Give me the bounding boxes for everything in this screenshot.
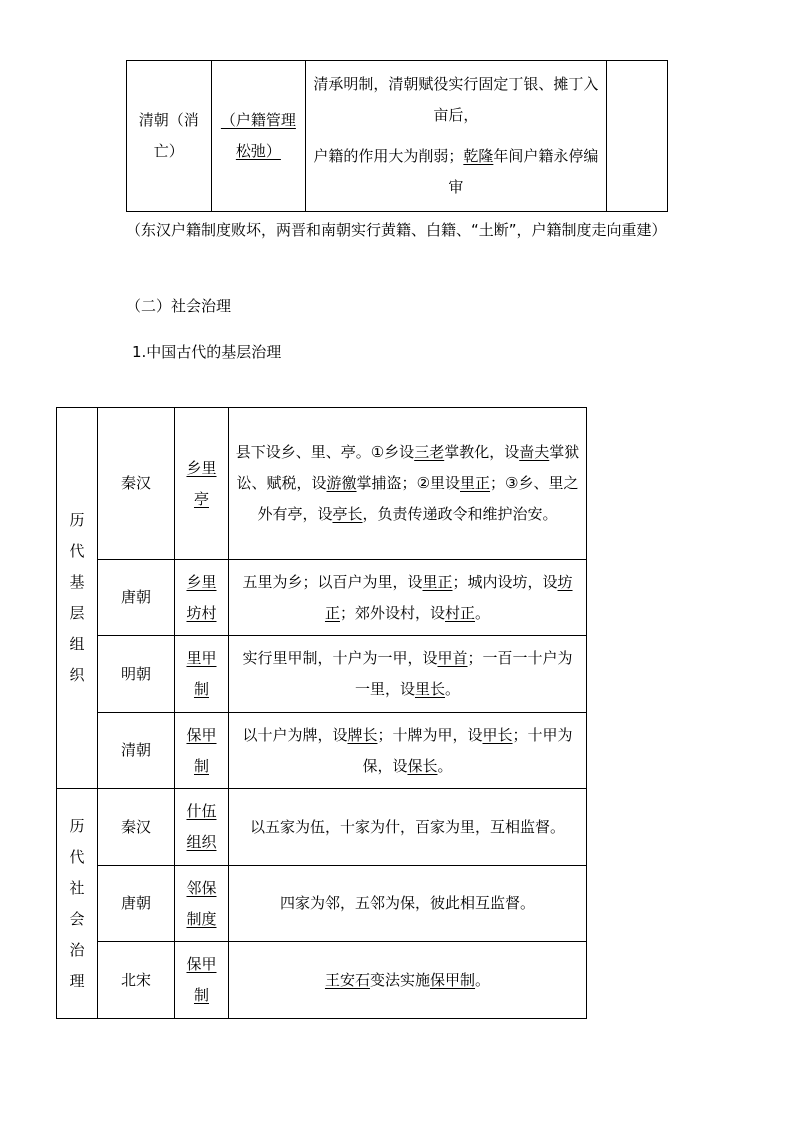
table-row	[57, 789, 587, 866]
dynasty-cell	[127, 61, 212, 212]
description-underlined: 保甲制	[430, 970, 476, 989]
description-segment: ，负责传递政令和维护治安。	[362, 505, 558, 523]
description-cell	[229, 713, 587, 789]
group-label-char: 代	[69, 847, 85, 866]
organization-text: 制度	[186, 909, 217, 928]
organization-text: 组织	[186, 833, 217, 851]
organization-cell	[175, 713, 229, 789]
description-cell	[229, 408, 587, 560]
feature-text: （户籍管理松弛）	[220, 111, 296, 160]
description-segment: ；城内设坊，设	[452, 572, 558, 591]
description-segment: 变法实施	[369, 970, 430, 989]
description-cell	[229, 636, 587, 713]
organization-cell	[175, 408, 229, 560]
description-underlined: 王安石	[324, 970, 370, 989]
organization-text: 坊村	[186, 603, 217, 622]
description-segment: ；一百一十户为一里，设	[354, 649, 573, 698]
description-segment: 掌狱讼、赋税，设	[236, 443, 580, 492]
dynasty-cell: 秦汉	[98, 408, 175, 560]
group-label-char: 社	[69, 878, 85, 897]
table-row	[57, 636, 587, 713]
organization-text: 制	[193, 756, 209, 775]
group-label-char: 治	[69, 940, 85, 959]
household-registration-table	[126, 60, 668, 212]
organization-cell	[175, 636, 229, 713]
dynasty-cell: 秦汉	[98, 789, 175, 866]
description-segment: 年间户籍永停编审	[448, 147, 599, 196]
description-cell	[229, 866, 587, 942]
subsection-heading: 1.中国古代的基层治理	[132, 343, 282, 361]
description-line: 清承明制，清朝赋役实行固定丁银、摊丁入亩后，	[313, 75, 599, 124]
description-segment: 实行里甲制，十户为一甲，设	[242, 649, 438, 667]
group-label-char: 会	[69, 909, 85, 928]
description-underlined: 三老	[414, 443, 445, 461]
organization-text: 什伍	[186, 802, 217, 820]
dynasty-cell: 北宋	[98, 942, 175, 1019]
group-label-char: 代	[69, 542, 85, 560]
feature-cell	[211, 61, 306, 212]
dynasty-cell: 清朝	[98, 713, 175, 789]
organization-text: 保甲	[186, 955, 217, 973]
description-underlined: 甲首	[437, 649, 468, 667]
table-row	[127, 61, 668, 212]
table-row	[57, 408, 587, 560]
description-segment: 。	[475, 603, 491, 622]
description-underlined: 游徼	[326, 474, 357, 492]
group-label-char: 历	[69, 816, 85, 835]
description-segment: 以五家为伍，十家为什，百家为里，互相监督。	[249, 817, 565, 836]
dynasty-cell: 唐朝	[98, 560, 175, 636]
organization-cell	[175, 866, 229, 942]
description-segment: 掌教化，设	[444, 443, 520, 461]
description-underlined: 村正	[445, 603, 476, 622]
organization-text: 邻保	[186, 878, 217, 897]
description-segment: 。	[445, 680, 461, 698]
description-segment: ；十甲为保，设	[362, 725, 573, 775]
description-underlined: 里长	[414, 680, 445, 698]
description-segment: ②里设	[416, 474, 461, 492]
empty-cell	[606, 61, 667, 212]
description-cell	[229, 942, 587, 1019]
group-label-char: 组	[69, 635, 85, 653]
description-segment: ；十牌为甲，设	[377, 725, 483, 744]
group-label-char: 理	[69, 971, 85, 990]
description-segment: 县下设乡、里、亭。①乡设	[235, 443, 415, 461]
group-label-char: 织	[69, 666, 85, 684]
group-label-char: 历	[69, 511, 85, 529]
note-paragraph: （东汉户籍制度败坏，两晋和南朝实行黄籍、白籍、“土断”，户籍制度走向重建）	[126, 221, 667, 239]
dynasty-cell: 唐朝	[98, 866, 175, 942]
description-segment: ；③乡、里之外有亭，设	[257, 474, 579, 523]
organization-text: 保甲	[186, 725, 217, 744]
section-heading: （二）社会治理	[126, 297, 232, 315]
description-underlined: 亭长	[332, 505, 363, 523]
description-segment: 五里为乡；以百户为里，设	[242, 572, 423, 591]
description-underlined: 里正	[460, 474, 491, 492]
description-cell	[306, 61, 606, 212]
description-segment: ；郊外设村，设	[339, 603, 445, 622]
grassroots-governance-table	[56, 407, 587, 1019]
description-underlined: 甲长	[482, 725, 513, 744]
group-label-char: 层	[69, 604, 85, 622]
dynasty-cell: 明朝	[98, 636, 175, 713]
dynasty-text: 清朝（消亡）	[138, 111, 199, 160]
description-segment: 。	[475, 970, 491, 989]
description-cell	[229, 789, 587, 866]
description-underlined: 牌长	[347, 725, 378, 744]
description-segment: 四家为邻，五邻为保，彼此相互监督。	[279, 894, 535, 912]
group-label-cell	[57, 408, 98, 789]
description-segment: 以十户为牌，设	[242, 725, 348, 744]
description-cell	[229, 560, 587, 636]
description-underlined: 乾隆	[463, 147, 494, 165]
description-segment: 户籍的作用大为削弱；	[313, 147, 464, 165]
organization-cell	[175, 560, 229, 636]
organization-text: 乡里	[186, 572, 217, 591]
group-label-char: 基	[69, 573, 85, 591]
description-segment: 掌捕盗；	[356, 474, 417, 492]
table-row	[57, 866, 587, 942]
organization-cell	[175, 942, 229, 1019]
description-underlined: 里正	[422, 572, 453, 591]
description-underlined: 啬夫	[519, 443, 550, 461]
description-underlined: 坊正	[324, 572, 573, 622]
organization-cell	[175, 789, 229, 866]
description-line	[310, 141, 601, 203]
group-label-cell	[57, 789, 98, 1019]
description-underlined: 保长	[407, 756, 438, 775]
organization-text: 里甲	[186, 649, 217, 667]
table-row	[57, 560, 587, 636]
table-row	[57, 713, 587, 789]
organization-text: 亭	[193, 489, 209, 508]
description-segment: 。	[437, 756, 453, 775]
organization-text: 制	[193, 986, 209, 1004]
organization-text: 制	[193, 680, 209, 698]
organization-text: 乡里	[186, 458, 217, 477]
table-row	[57, 942, 587, 1019]
